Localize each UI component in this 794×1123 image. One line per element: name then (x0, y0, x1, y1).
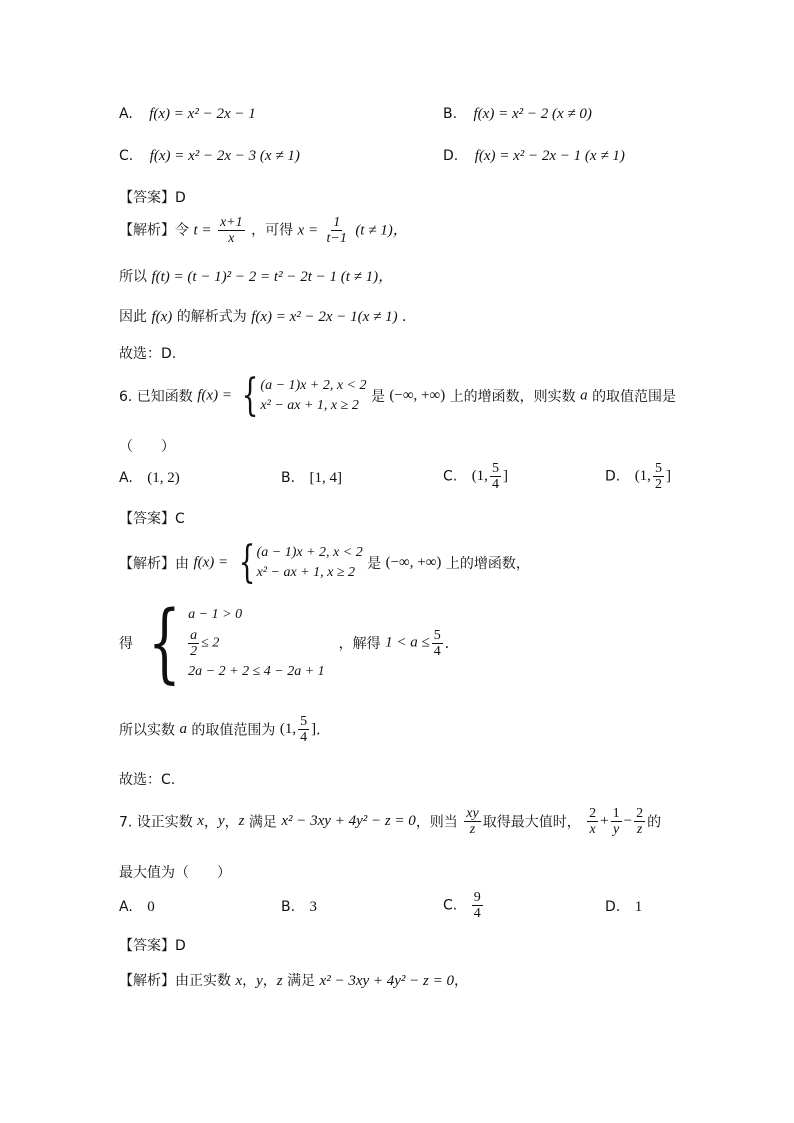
q7-stem-mid: 满足 (248, 814, 277, 831)
q7-minus: − (623, 813, 633, 829)
q7-var-y: y (217, 813, 225, 829)
q6-option-c-pre: (1, (471, 468, 488, 484)
q7-option-c-den: 4 (473, 906, 481, 921)
q6-piecewise (236, 370, 367, 421)
q7-sep2: ， (224, 814, 239, 831)
q7-f1-num: 2 (589, 806, 597, 821)
q7-stem-prefix: 7. 设正实数 (119, 814, 193, 831)
q7-exp-mid: 满足 (287, 973, 316, 989)
q5-option-c (119, 148, 300, 165)
q6-exp-is: 是 (367, 556, 382, 572)
q6-range-prefix: 所以实数 (119, 722, 175, 739)
q7-stem-end: 的 (647, 814, 662, 831)
q6-range-num: 5 (300, 714, 308, 729)
q6-option-b (281, 470, 342, 487)
q5-line3-end: ． (402, 309, 417, 325)
q6-sys-rows (188, 600, 334, 686)
q6-sys-brace: { (148, 593, 182, 693)
q6-sys-mid: ，解得 (338, 636, 381, 652)
q7-option-b-value: 3 (309, 899, 318, 915)
q6-option-a-label: A. (119, 470, 133, 486)
q6-option-d-label: D. (605, 468, 621, 485)
q6-sys-result-den: 4 (433, 643, 441, 659)
q6-stem-is: 是 (370, 389, 385, 405)
q6-range-end: ． (316, 722, 331, 739)
q7-option-d (605, 899, 642, 916)
q5-option-c-expr: f(x) = x² − 2x − 3 (x ≠ 1) (149, 148, 300, 164)
q6-sys-result-pre: 1 < a ≤ (385, 634, 430, 651)
q5-option-c-label: C. (119, 148, 134, 164)
q7-option-c-num: 9 (473, 890, 481, 905)
q7-f1-den: x (589, 822, 596, 837)
q7-exp-eq: x² − 3xy + 4y² − z = 0 (319, 973, 454, 989)
q7-stem-mid3: 取得最大值时， (482, 814, 581, 831)
q6-sys-row1: a − 1 > 0 (188, 606, 243, 622)
q5-exp-frac1 (218, 215, 245, 246)
q7-explanation (119, 970, 468, 990)
q6-sys-row3: 2a − 2 + 2 ≤ 4 − 2a + 1 (188, 663, 325, 679)
q6-exp-suffix: 上的增函数， (445, 556, 530, 572)
q7-f3 (634, 806, 645, 837)
q7-option-c (443, 890, 485, 921)
q7-plus: + (600, 813, 609, 829)
q5-line2-expr: f(t) = (t − 1)² − 2 = t² − 2t − 1 (t ≠ 1)， (151, 269, 394, 285)
q6-sys-row2-num: a (190, 627, 198, 643)
q5-exp-cond: (t ≠ 1)， (355, 222, 408, 239)
q5-line3-fx: f(x) (151, 309, 173, 325)
q6-range-den: 4 (300, 730, 308, 745)
q6-stem-interval: (−∞, +∞) (389, 387, 446, 404)
q6-stem (119, 370, 677, 421)
q5-exp-t: t = (193, 222, 212, 239)
q7-option-c-frac (472, 890, 483, 921)
q6-sys-cases (137, 593, 334, 693)
q6-exp-brace: { (238, 537, 255, 588)
q5-line3-prefix: 因此 (119, 309, 147, 325)
q7-stem (119, 806, 661, 837)
q7-f3-num: 2 (636, 806, 644, 821)
q6-sys-result-frac (432, 628, 443, 659)
q7-exp-y: y (256, 973, 263, 989)
q6-sys-result-end: ． (444, 636, 459, 652)
q7-f1 (587, 806, 598, 837)
q5-option-d-expr: f(x) = x² − 2x − 1 (x ≠ 1) (474, 148, 625, 164)
q5-explanation-line3 (119, 306, 416, 326)
q6-option-c-frac (490, 461, 501, 492)
q7-answer: 【答案】D (119, 938, 186, 954)
q6-option-c-label: C. (443, 468, 458, 485)
q6-stem-end: 的取值范围是 (592, 389, 677, 405)
q6-answer: 【答案】C (119, 511, 185, 527)
q7-option-a-value: 0 (147, 899, 155, 915)
q7-option-b-label: B. (281, 899, 296, 915)
q6-option-d-post: ] (665, 468, 671, 484)
q6-sys-row2 (188, 628, 334, 659)
q6-stem-prefix: 6. 已知函数 (119, 389, 193, 405)
q6-option-d-frac (653, 461, 664, 492)
q5-option-d-label: D. (443, 148, 459, 164)
q6-exp-cases (257, 541, 363, 585)
q7-sep1: ， (203, 814, 218, 831)
q7-exp-z: z (276, 973, 283, 989)
q7-option-a (119, 899, 155, 916)
q5-choose: 故选：D. (119, 346, 177, 362)
q6-sys-prefix: 得 (119, 636, 133, 652)
q7-option-d-label: D. (605, 899, 621, 915)
q5-exp-frac1-den: x (228, 231, 235, 246)
q6-option-b-label: B. (281, 470, 296, 486)
q7-exp-sep1: ， (242, 973, 257, 989)
q5-option-b-expr: f(x) = x² − 2 (x ≠ 0) (473, 106, 592, 122)
q7-option-c-label: C. (443, 897, 458, 914)
q6-option-a (119, 470, 180, 487)
q6-stem-fx: f(x) = (197, 387, 232, 404)
q6-range-post: ] (311, 721, 317, 737)
q6-range (119, 714, 330, 745)
q6-option-c-den: 4 (491, 477, 499, 492)
q6-option-c-num: 5 (491, 461, 499, 476)
q5-exp-frac1-num: x+1 (219, 215, 243, 230)
q5-exp-frac2 (325, 215, 349, 246)
q6-stem-a: a (580, 387, 588, 404)
q6-case2: x² − ax + 1, x ≥ 2 (260, 398, 359, 413)
q6-exp-case2: x² − ax + 1, x ≥ 2 (256, 565, 356, 580)
q5-option-b (443, 106, 592, 123)
q7-exp-end: ， (454, 973, 468, 989)
q6-range-pre: (1, (279, 721, 297, 737)
q7-frac-xy-num: xy (466, 806, 479, 821)
q5-option-d (443, 148, 625, 165)
q6-sys-row2-rest: ≤ 2 (201, 635, 220, 651)
q5-exp-frac2-den: t−1 (326, 231, 347, 246)
q5-option-b-label: B. (443, 106, 458, 122)
q6-option-c-post: ] (502, 468, 508, 484)
q6-option-d (605, 461, 671, 492)
q5-answer: 【答案】D (119, 190, 186, 206)
q7-f2 (611, 806, 622, 837)
q6-sys-row2-den: 2 (190, 643, 198, 659)
q6-explanation-line1 (119, 537, 530, 588)
q7-var-x: x (197, 813, 204, 829)
q7-f3-den: z (636, 822, 643, 837)
q6-option-c (443, 461, 508, 492)
q7-stem-mid2: ，则当 (415, 814, 458, 831)
q5-exp-prefix: 【解析】令 (119, 222, 189, 239)
q6-system (119, 593, 459, 693)
q6-case1: (a − 1)x + 2, x < 2 (260, 378, 367, 393)
q7-exp-sep2: ， (262, 973, 277, 989)
q7-f2-den: y (613, 822, 620, 837)
q6-cases (260, 374, 366, 418)
q5-exp-mid: ，可得 (251, 222, 294, 239)
q6-brace: { (242, 370, 259, 421)
q7-exp-x: x (235, 973, 243, 989)
q7-f2-num: 1 (612, 806, 620, 821)
q6-option-d-num: 5 (654, 461, 662, 476)
q7-line2: 最大值为（ ） (119, 865, 231, 881)
q5-line3-expr: f(x) = x² − 2x − 1(x ≠ 1) (251, 309, 398, 325)
q7-option-b (281, 899, 317, 916)
q5-option-a-expr: f(x) = x² − 2x − 1 (149, 106, 256, 122)
q6-sys-result-num: 5 (433, 627, 441, 643)
q7-frac-xy (464, 806, 480, 837)
q6-exp-prefix: 【解析】由 (119, 556, 189, 572)
q5-option-a-label: A. (119, 106, 133, 122)
q6-range-mid: 的取值范围为 (191, 722, 276, 739)
q5-line2-prefix: 所以 (119, 269, 147, 285)
q6-stem-suffix: 上的增函数，则实数 (449, 389, 576, 405)
q5-explanation-line1 (119, 215, 408, 246)
q6-option-d-den: 2 (654, 477, 662, 492)
q5-explanation-line2 (119, 265, 393, 286)
q6-paren: （ ） (119, 439, 175, 455)
q5-line3-mid: 的解析式为 (176, 309, 247, 325)
q5-option-a (119, 106, 256, 123)
q5-exp-x: x = (297, 222, 319, 239)
q6-exp-piecewise (233, 537, 363, 588)
q7-option-d-value: 1 (634, 899, 643, 915)
q5-exp-frac2-num: 1 (333, 215, 341, 230)
q7-stem-eq: x² − 3xy + 4y² − z = 0 (281, 813, 416, 829)
q7-var-z: z (238, 813, 245, 829)
q7-option-a-label: A. (119, 899, 133, 915)
q7-exp-prefix: 【解析】由正实数 (119, 973, 231, 989)
q6-exp-interval: (−∞, +∞) (385, 554, 442, 571)
q7-frac-xy-den: z (469, 822, 476, 837)
q6-option-a-value: (1, 2) (147, 470, 180, 486)
q6-range-a: a (179, 721, 187, 737)
q6-choose: 故选：C. (119, 772, 176, 788)
q6-exp-case1: (a − 1)x + 2, x < 2 (256, 545, 363, 560)
q6-exp-fx: f(x) = (193, 554, 229, 571)
q6-option-b-value: [1, 4] (309, 470, 343, 486)
q6-range-frac (298, 714, 309, 745)
q6-option-d-pre: (1, (634, 468, 651, 484)
